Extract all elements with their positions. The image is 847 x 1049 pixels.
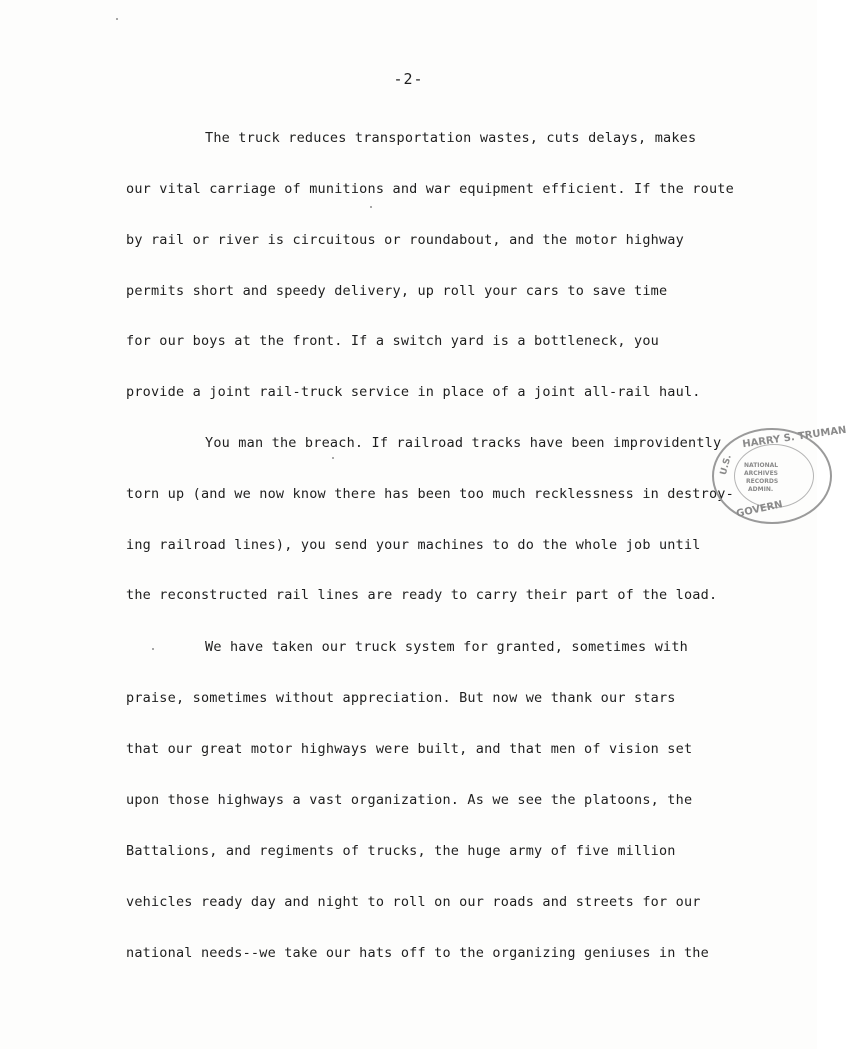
text-line: for our boys at the front. If a switch yard is a bottleneck, you bbox=[126, 333, 659, 349]
text-line: vehicles ready day and night to roll on our roads and streets for our bbox=[126, 894, 701, 910]
text-line: praise, sometimes without appreciation. But now we thank our stars bbox=[126, 690, 676, 706]
text-line: ing railroad lines), you send your machines to do the whole job until bbox=[126, 537, 701, 553]
text-line: We have taken our truck system for granted, sometimes with bbox=[205, 639, 689, 655]
scan-speck bbox=[152, 648, 154, 650]
text-line: provide a joint rail-truck service in place of a joint all-rail haul. bbox=[126, 384, 701, 400]
text-line: torn up (and we now know there has been too much recklessness in destroy- bbox=[126, 486, 734, 502]
text-line: the reconstructed rail lines are ready to carry their part of the load. bbox=[126, 587, 718, 603]
stamp-center-text: ARCHIVES bbox=[744, 470, 778, 477]
text-line: by rail or river is circuitous or roundabout, and the motor highway bbox=[126, 232, 684, 248]
scan-speck bbox=[370, 206, 372, 208]
text-line: national needs--we take our hats off to the organizing geniuses in the bbox=[126, 945, 709, 961]
text-line: The truck reduces transportation wastes, cuts delays, makes bbox=[205, 130, 697, 146]
text-line: our vital carriage of munitions and war equipment efficient. If the route bbox=[126, 181, 734, 197]
text-line: Battalions, and regiments of trucks, the huge army of five million bbox=[126, 843, 676, 859]
stamp-top-text: HARRY S. TRUMAN bbox=[741, 424, 847, 451]
text-line: You man the breach. If railroad tracks have been improvidently bbox=[205, 435, 722, 451]
stamp-center-text: NATIONAL bbox=[744, 462, 779, 469]
stamp-center-text: RECORDS bbox=[746, 478, 779, 485]
scan-speck bbox=[332, 457, 334, 459]
text-line: permits short and speedy delivery, up roll your cars to save time bbox=[126, 283, 668, 299]
stamp-center-text: ADMIN. bbox=[748, 486, 774, 493]
page-number: -2- bbox=[393, 70, 424, 88]
scan-speck bbox=[116, 18, 118, 20]
archive-stamp bbox=[712, 424, 847, 524]
text-line: upon those highways a vast organization. As we see the platoons, the bbox=[126, 792, 693, 808]
text-line: that our great motor highways were built, and that men of vision set bbox=[126, 741, 693, 757]
stamp-left-text: U.S. bbox=[718, 453, 734, 477]
stamp-bottom-text: GOVERN bbox=[735, 499, 784, 520]
